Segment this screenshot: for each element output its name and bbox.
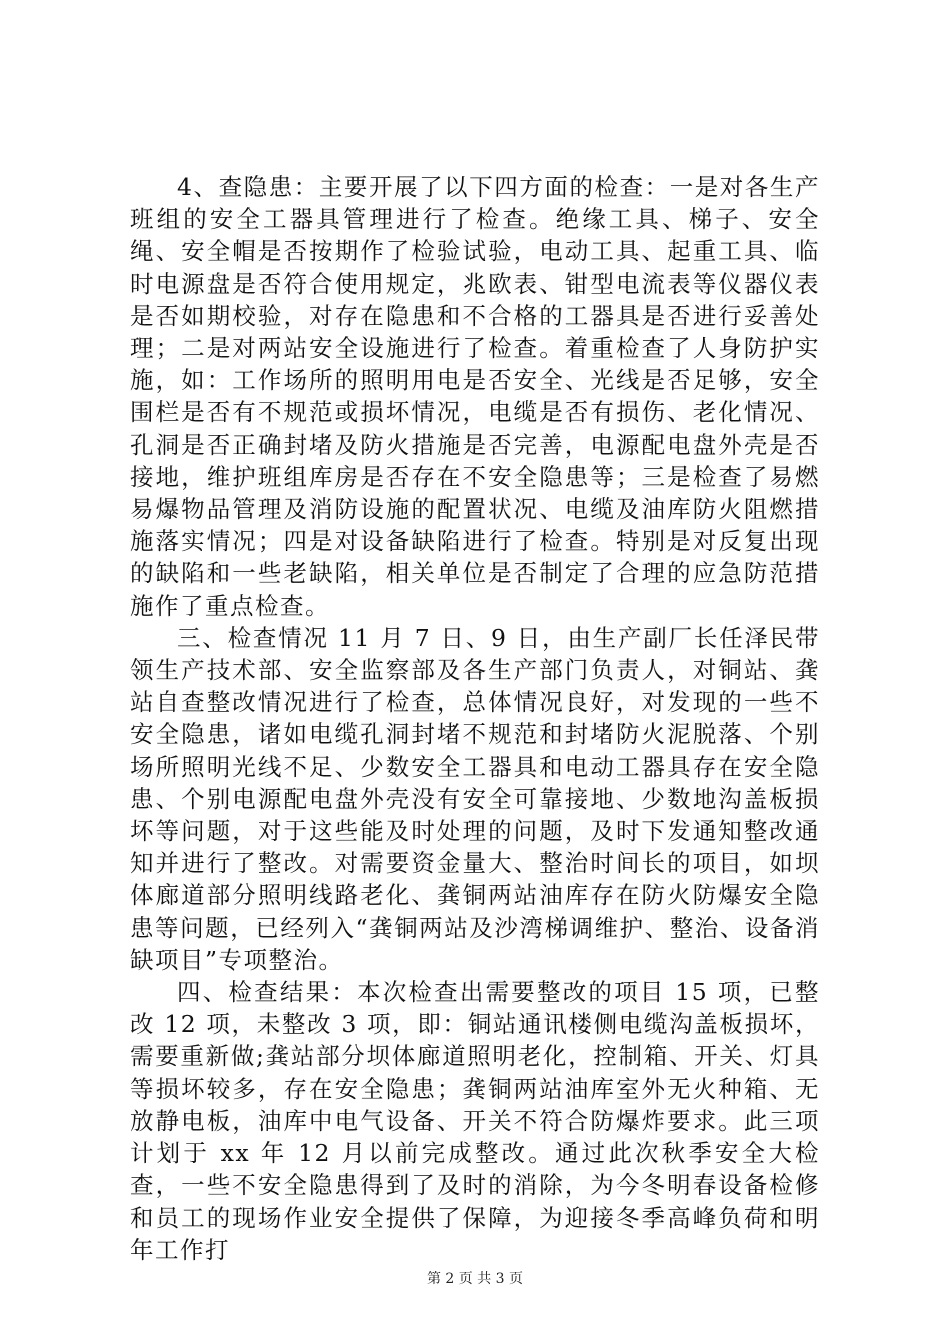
paragraph-inspection-status: 三、检查情况 11 月 7 日、9 日，由生产副厂长任泽民带领生产技术部、安全监察部及各生产部门负责人，对铜站、龚站自查整改情况进行了检查，总体情况良好，对发现的一些不安全隐患，诸如电缆孔洞封堵不规范和封堵防火泥脱落、个别场所照明光线不足、少数安全工器具和电动工器具存在安全隐患、个别电源配电盘外壳没有安全可靠接地、少数地沟盖板损坏等问题，对于这些能及时处理的问题，及时下发通知整改通知并进行了整改。对需要资金量大、整治时间长的项目，如坝体廊道部分照明线路老化、龚铜两站油库存在防火防爆安全隐患等问题，已经列入“龚铜两站及沙湾梯调维护、整治、设备消缺项目”专项整治。 — [130, 623, 820, 974]
paragraph-inspection-result: 四、检查结果：本次检查出需要整改的项目 15 项，已整改 12 项，未整改 3 项，即：铜站通讯楼侧电缆沟盖板损坏，需要重新做;龚站部分坝体廊道照明老化，控制箱、开关、灯具等损坏较多，存在安全隐患；龚铜两站油库室外无火种箱、无放静电板，油库中电气设备、开关不符合防爆炸要求。此三项计划于 xx 年 12 月以前完成整改。通过此次秋季安全大检查，一些不安全隐患得到了及时的消除，为今冬明春设备检修和员工的现场作业安全提供了保障，为迎接冬季高峰负荷和明年工作打 — [130, 978, 820, 1264]
document-body — [130, 171, 820, 1266]
page-number-footer: 第 2 页 共 3 页 — [426, 1271, 524, 1287]
paragraph-hazard-check: 4、查隐患：主要开展了以下四方面的检查：一是对各生产班组的安全工器具管理进行了检查。绝缘工具、梯子、安全绳、安全帽是否按期作了检验试验，电动工具、起重工具、临时电源盘是否符合使用规定，兆欧表、钳型电流表等仪器仪表是否如期校验，对存在隐患和不合格的工器具是否进行妥善处理；二是对两站安全设施进行了检查。着重检查了人身防护实施，如：工作场所的照明用电是否安全、光线是否足够，安全围栏是否有不规范或损坏情况，电缆是否有损伤、老化情况、孔洞是否正确封堵及防火措施是否完善，电源配电盘外壳是否接地，维护班组库房是否存在不安全隐患等；三是检查了易燃易爆物品管理及消防设施的配置状况、电缆及油库防火阻燃措施落实情况；四是对设备缺陷进行了检查。特别是对反复出现的缺陷和一些老缺陷，相关单位是否制定了合理的应急防范措施作了重点检查。 — [130, 173, 820, 620]
